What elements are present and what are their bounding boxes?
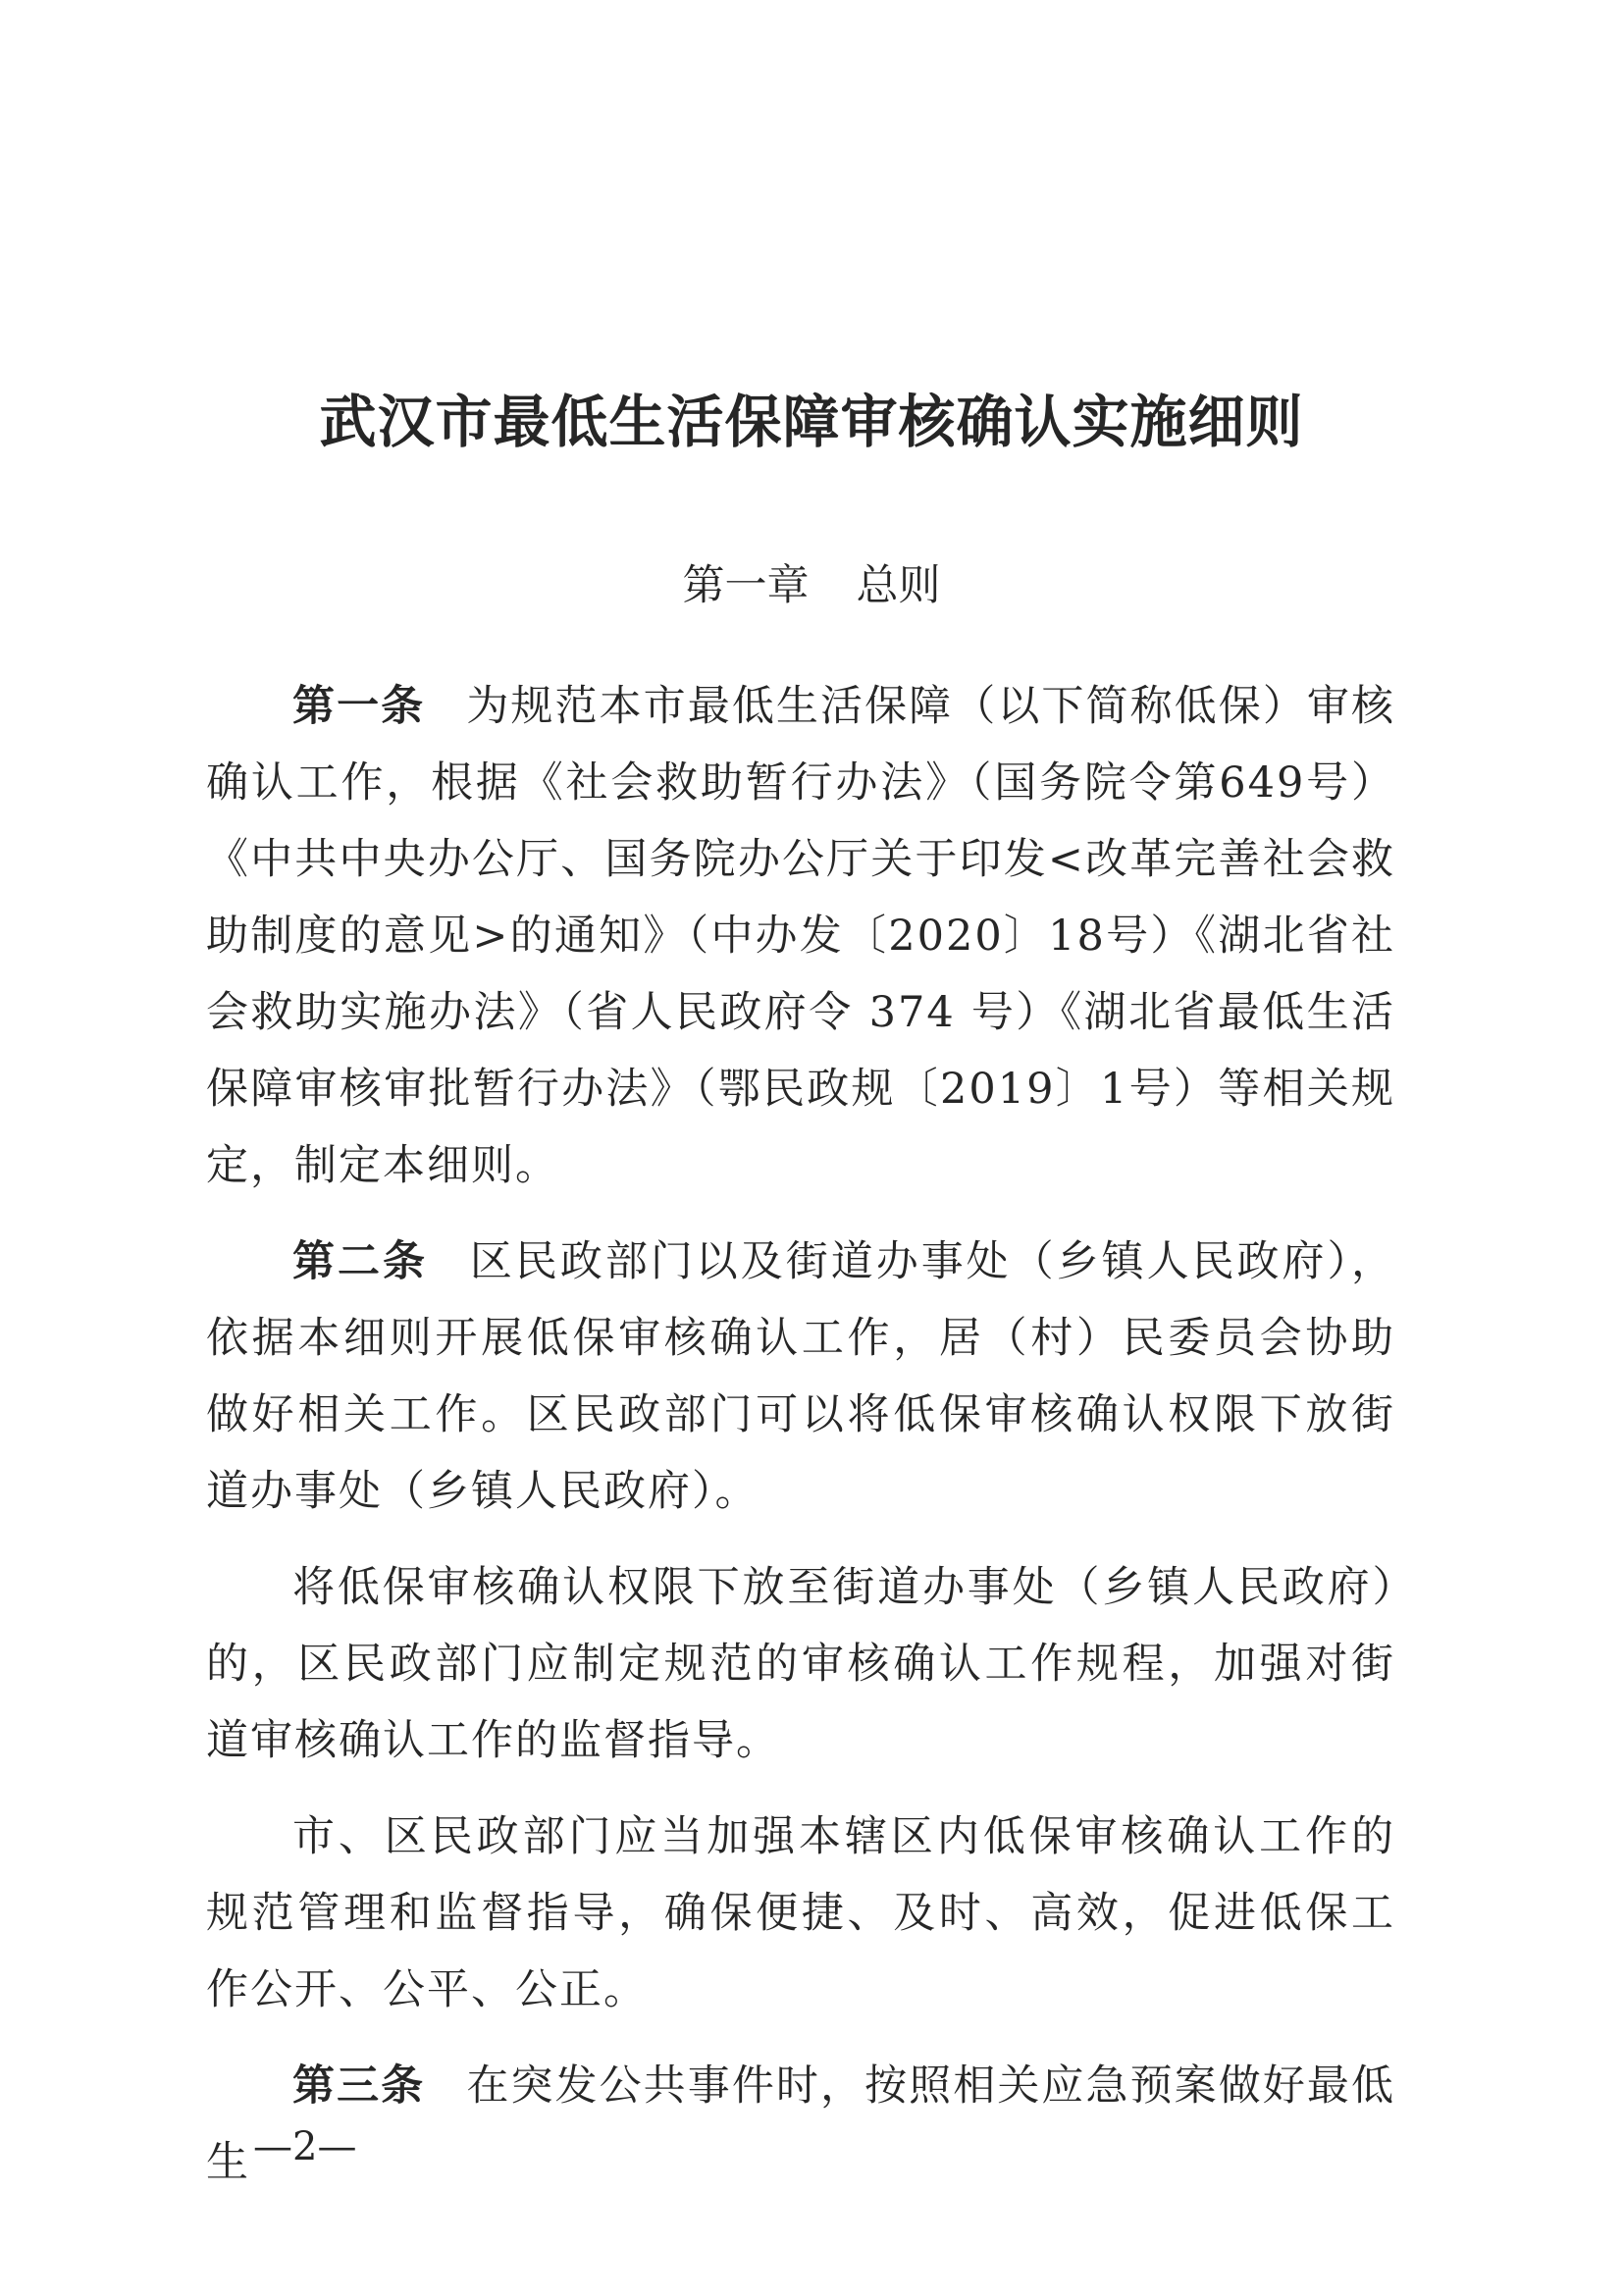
article-2-paragraph-2: [206, 1549, 1395, 1779]
article-3: [206, 2048, 1395, 2201]
document-title: 武汉市最低生活保障审核确认实施细则: [319, 389, 1304, 455]
article-1: [206, 668, 1395, 1204]
chapter-heading: [0, 551, 1623, 620]
page-number: —2—: [253, 2124, 357, 2169]
article-label: 第一条: [292, 682, 426, 731]
article-text: 为规范本市最低生活保障（以下简称低保）审核确认工作，根据《社会救助暂行办法》（国务院令第649号）《中共中央办公厅、国务院办公厅关于印发<改革完善社会救助制度的意见>的通知》（中办发〔2020〕18号）《湖北省社会救助实施办法》（省人民政府令 374 号）《湖北省最低生活保障审核审批暂行办法》（鄂民政规〔2019〕1号）等相关规定，制定本细则。: [206, 682, 1395, 1190]
article-2-paragraph-3: [206, 1799, 1395, 2028]
article-2: [206, 1224, 1395, 1530]
chapter-name: 总则: [856, 561, 941, 610]
article-label: 第三条: [292, 2061, 426, 2111]
paragraph-text: 将低保审核确认权限下放至街道办事处（乡镇人民政府）的，区民政部门应制定规范的审核确认工作规程，加强对街道审核确认工作的监督指导。: [206, 1563, 1395, 1765]
article-text: 区民政部门以及街道办事处（乡镇人民政府），依据本细则开展低保审核确认工作，居（村）民委员会协助做好相关工作。区民政部门可以将低保审核确认权限下放街道办事处（乡镇人民政府）。: [206, 1237, 1395, 1516]
paragraph-text: 市、区民政部门应当加强本辖区内低保审核确认工作的规范管理和监督指导，确保便捷、及时、高效，促进低保工作公开、公平、公正。: [206, 1812, 1395, 2014]
chapter-number: 第一章: [682, 561, 810, 610]
article-text: 在突发公共事件时，按照相关应急预案做好最低生: [206, 2061, 1395, 2187]
article-label: 第二条: [292, 1237, 428, 1286]
document-body: [206, 668, 1395, 2220]
